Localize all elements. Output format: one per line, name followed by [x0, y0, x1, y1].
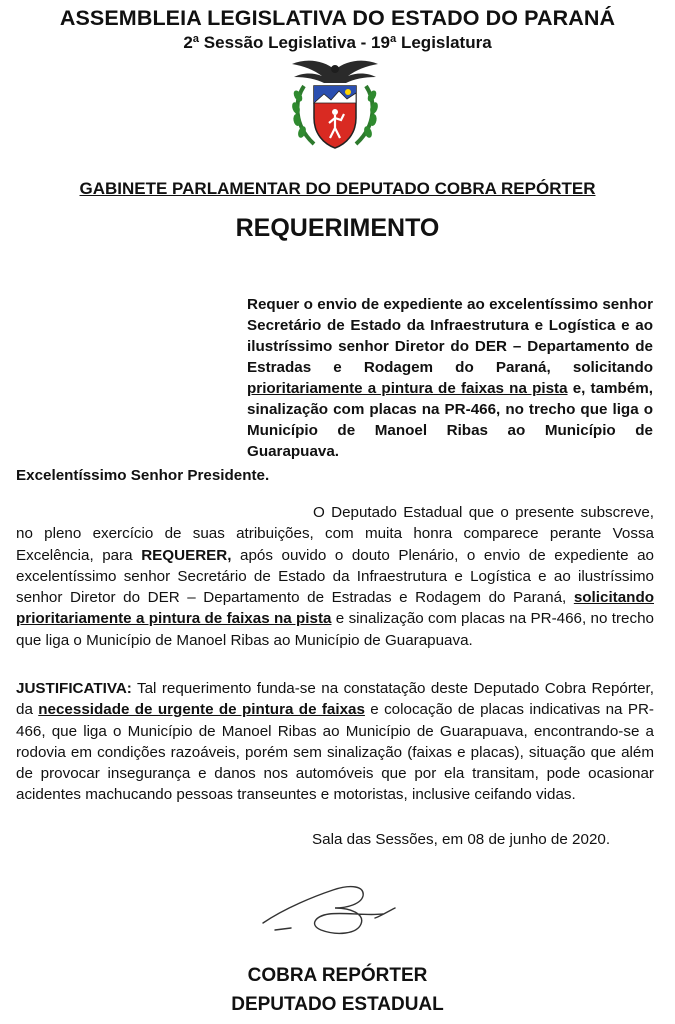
request-text: O Deputado Estadual que o presente subscreve, no pleno exercício de suas atribuições, com muita honra comparece perante Vossa Excelência, para [16, 504, 654, 564]
office-heading: GABINETE PARLAMENTAR DO DEPUTADO COBRA REPÓRTER [79, 179, 596, 198]
justification-underlined-text: necessidade de urgente de pintura de faixas [38, 701, 365, 719]
justification-paragraph [16, 678, 654, 806]
signatory-role: DEPUTADO ESTADUAL [231, 994, 444, 1015]
ementa-paragraph [247, 294, 653, 462]
parana-coat-of-arms-icon [284, 56, 386, 156]
ementa-underlined-text: prioritariamente a pintura de faixas na pista [247, 380, 568, 397]
ementa-text-end: e, também, sinalização com placas na PR-466, no trecho que liga o Município de Manoel Ribas ao Município de Guarapuava. [247, 380, 653, 460]
justification-text-end: e colocação de placas indicativas na PR-466, que liga o Município de Manoel Ribas ao Município de Guarapuava, encontrando-se a rodovia em condições razoáveis, porém sem sinalização (faixas e placas), situação que além de provocar insegurança e danos nos automóveis que por ela transitam, pode ocasionar acidentes machucando pessoas transeuntes e motoristas, inclusive ceifando vidas. [16, 701, 654, 804]
place-date: Sala das Sessões, em 08 de junho de 2020. [312, 831, 611, 848]
document-type-heading: REQUERIMENTO [235, 214, 440, 242]
justification-text: Tal requerimento funda-se na constatação deste Deputado Cobra Repórter, da [16, 680, 654, 719]
request-keyword: REQUERER, [141, 546, 232, 564]
justification-label: JUSTIFICATIVA: [16, 680, 132, 697]
ementa-text: Requer o envio de expediente ao excelentíssimo senhor Secretário de Estado da Infraestrutura e Logística e ao ilustríssimo senhor Diretor do DER – Departamento de Estradas e Rodagem do Paraná, solicitando [247, 296, 653, 376]
assembly-title: ASSEMBLEIA LEGISLATIVA DO ESTADO DO PARANÁ [59, 6, 616, 30]
request-underlined-text: solicitando prioritariamente a pintura de faixas na pista [16, 589, 654, 628]
request-text-end: e sinalização com placas na PR-466, no trecho que liga o Município de Manoel Ribas ao Município de Guarapuava. [16, 610, 654, 649]
handwritten-signature [255, 868, 415, 948]
signatory-name: COBRA REPÓRTER [247, 965, 428, 986]
vocative: Excelentíssimo Senhor Presidente. [16, 467, 270, 484]
request-text-middle: após ouvido o douto Plenário, o envio de expediente ao excelentíssimo senhor Secretário de Estado da Infraestrutura e Logística e ao ilustríssimo senhor Diretor do DER – Departamento de Estradas e Rodagem do Paraná, [16, 546, 654, 607]
request-paragraph [16, 502, 654, 651]
session-subtitle: 2ª Sessão Legislativa - 19ª Legislatura [183, 33, 492, 52]
